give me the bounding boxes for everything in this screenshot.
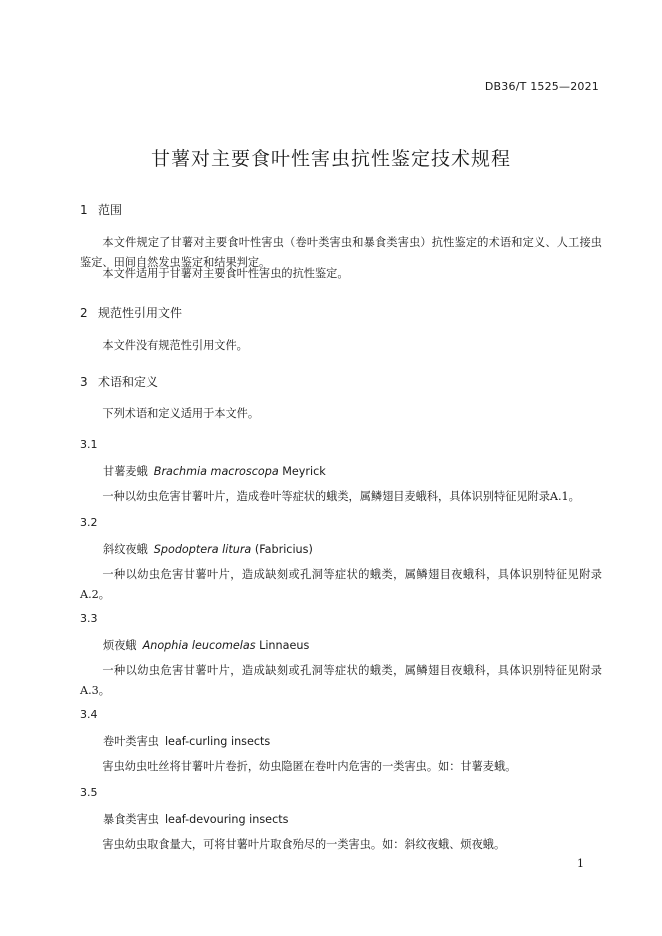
scope-paragraph-2: 本文件适用于甘薯对主要食叶性害虫的抗性鉴定。 xyxy=(102,267,349,280)
term-english-name: leaf-devouring insects xyxy=(164,813,289,826)
section-title: 规范性引用文件 xyxy=(98,306,183,320)
section-number: 3 xyxy=(80,375,88,389)
term-title xyxy=(103,637,309,653)
term-definition: 一种以幼虫危害甘薯叶片，造成缺刻或孔洞等症状的蛾类，属鳞翅目夜蛾科，具体识别特征见附录A.2。 xyxy=(80,568,602,601)
term-title xyxy=(103,541,313,557)
term-title xyxy=(103,463,326,479)
section-heading-terms xyxy=(80,373,158,390)
section-heading-normative-references xyxy=(80,304,182,321)
term-authority: (Fabricius) xyxy=(254,543,313,556)
term-title xyxy=(103,733,270,749)
term-latin-name: Brachmia macroscopa xyxy=(153,465,279,478)
document-title: 甘薯对主要食叶性害虫抗性鉴定技术规程 xyxy=(150,148,511,170)
section-heading-scope xyxy=(80,201,122,218)
term-number: 3.1 xyxy=(80,438,98,451)
term-name-cn: 暴食类害虫 xyxy=(103,813,159,826)
term-definition: 一种以幼虫危害甘薯叶片，造成缺刻或孔洞等症状的蛾类，属鳞翅目夜蛾科，具体识别特征见附录A.3。 xyxy=(80,664,602,697)
term-name-cn: 甘薯麦蛾 xyxy=(103,465,148,478)
normative-references-paragraph: 本文件没有规范性引用文件。 xyxy=(102,339,248,352)
term-authority: Linnaeus xyxy=(259,639,310,652)
term-authority: Meyrick xyxy=(282,465,326,478)
term-number: 3.2 xyxy=(80,516,98,529)
term-name-cn: 卷叶类害虫 xyxy=(103,735,159,748)
term-name-cn: 烦夜蛾 xyxy=(103,639,137,652)
section-number: 1 xyxy=(80,203,88,217)
scope-paragraph-1: 本文件规定了甘薯对主要食叶性害虫（卷叶类害虫和暴食类害虫）抗性鉴定的术语和定义、人工接虫鉴定、田间自然发虫鉴定和结果判定。 xyxy=(80,236,602,269)
term-latin-name: Spodoptera litura xyxy=(153,543,252,556)
term-name-cn: 斜纹夜蛾 xyxy=(103,543,148,556)
page-number: 1 xyxy=(577,857,584,870)
term-title xyxy=(103,811,288,827)
section-title: 范围 xyxy=(98,203,123,217)
term-definition: 害虫幼虫吐丝将甘薯叶片卷折，幼虫隐匿在卷叶内危害的一类害虫。如：甘薯麦蛾。 xyxy=(102,760,517,773)
term-number: 3.4 xyxy=(80,708,98,721)
term-english-name: leaf-curling insects xyxy=(164,735,271,748)
term-definition: 一种以幼虫危害甘薯叶片，造成卷叶等症状的蛾类，属鳞翅目麦蛾科，具体识别特征见附录A.1。 xyxy=(102,490,580,503)
term-number: 3.5 xyxy=(80,786,98,799)
term-definition: 害虫幼虫取食量大，可将甘薯叶片取食殆尽的一类害虫。如：斜纹夜蛾、烦夜蛾。 xyxy=(102,838,506,851)
section-title: 术语和定义 xyxy=(98,375,159,389)
document-code: DB36/T 1525—2021 xyxy=(484,80,599,93)
section-number: 2 xyxy=(80,306,88,320)
term-number: 3.3 xyxy=(80,612,98,625)
term-latin-name: Anophia leucomelas xyxy=(142,639,256,652)
terms-intro-paragraph: 下列术语和定义适用于本文件。 xyxy=(102,407,260,420)
